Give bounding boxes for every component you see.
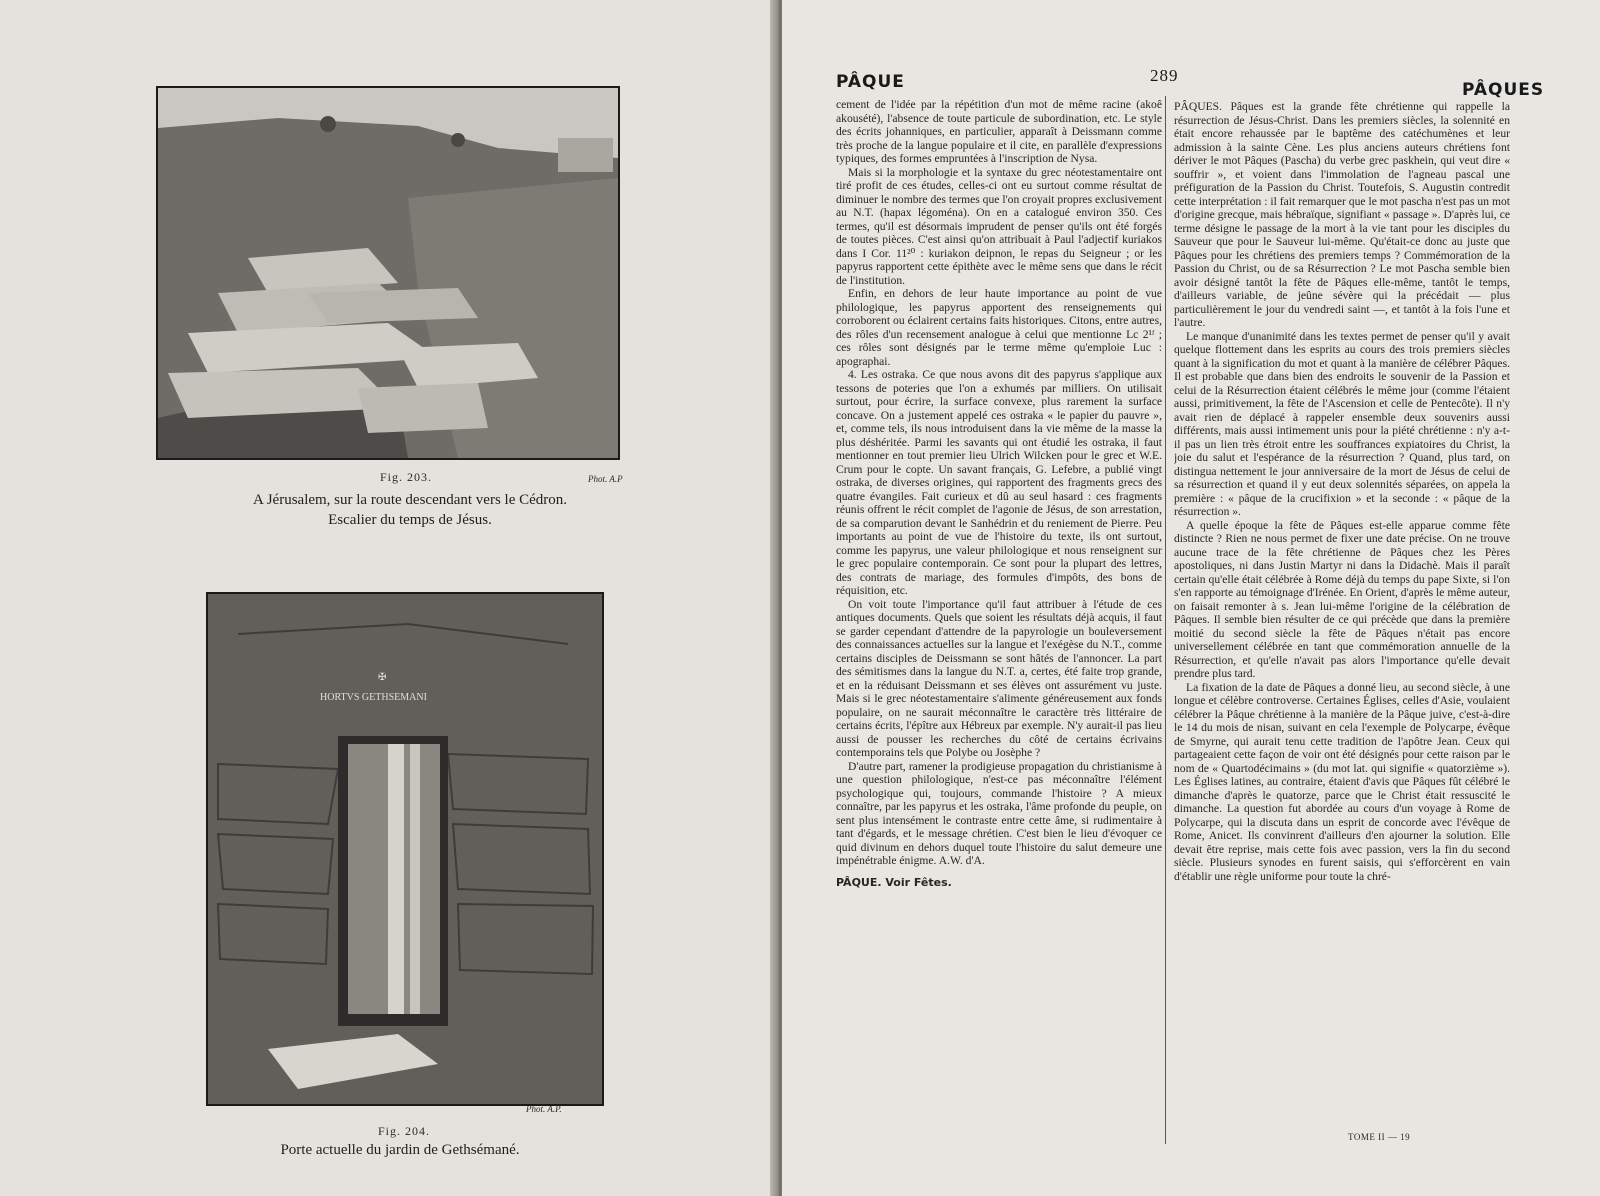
fig204-caption: Porte actuelle du jardin de Gethsémané.: [280, 1142, 520, 1158]
fig204-label: Fig. 204.: [378, 1124, 431, 1138]
right-page: [782, 0, 1600, 1196]
left-page: [0, 0, 778, 1196]
text-column-1: [836, 98, 1162, 1138]
staircase-image: [158, 88, 618, 458]
svg-text:✠: ✠: [378, 672, 387, 683]
col1-see-also: PÂQUE. Voir Fêtes.: [836, 875, 952, 889]
col2-paragraph: Le manque d'unanimité dans les textes permet de penser qu'il y avait quelque flottement dans les esprits au cours des trois premiers siècles quant à la signification du mot et quant à la manière de célébrer Pâques. Il est probable que dans bien des endroits le souvenir de la Passion et celui de la Résurrection étaient célébrés le même jour (comme l'étaient aussi, primitivement, la fête de l'Ascension et celle de Pentecôte). Il n'y avait rien de déplacé à rappeler ensemble deux souvenirs aussi différents, mais aussi intimement unis pour la piété chrétienne : n'y a-t-il pas un lien très étroit entre les souffrances expiatoires du Christ, la joie du salut et l'espérance de la résurrection ? Quand, plus tard, on distingua nettement le jour anniversaire de la mort de Jésus de celui de sa résurrection et quand il y eut deux solennités séparées, on appela la première : « pâque de la crucifixion » et la seconde : « pâque de la résurrection ».: [1174, 329, 1510, 518]
fig204-credit: Phot. A.P.: [526, 1104, 562, 1114]
text-column-2: [1174, 100, 1510, 1130]
photo-gethsemane-door: [206, 592, 604, 1106]
col2-paragraph: A quelle époque la fête de Pâques est-elle apparue comme fête distincte ? Rien ne nous permet de fixer une date précise. On ne trouve aucune trace de la fête chrétienne de Pâques chez les Pères apostoliques, ni dans Justin Martyr ni dans la Didachè. Mais il paraît certain qu'elle était célébrée à Rome déjà du temps du pape Sixte, si l'on s'en rapporte au témoignage d'Irénée. En Orient, d'après le même auteur, on faisait remonter à s. Jean lui-même l'origine de la célébration de Pâques. Il semble bien résulter de ce qui précède que dans la première moitié du second siècle la fête de Pâques n'était pas encore universellement célébrée en tant que commémoration annuelle de la Résurrection, et qu'elle n'avait pas alors l'importance qu'elle devait prendre plus tard.: [1174, 518, 1510, 680]
col1-paragraph: 4. Les ostraka. Ce que nous avons dit des papyrus s'applique aux tessons de poteries que l'on a exhumés par milliers. On utilisait surtout, pour écrire, la surface convexe, plus rarement la surface concave. On a justement appelé ces ostraka « le papier du pauvre », et, comme tels, ils nous introduisent dans la vie même de la masse la plus déshéritée. Parmi les savants qui ont étudié les ostraka, il faut mentionner en tout premier lieu Ulrich Wilcken pour le grec et W.E. Crum pour le copte. Un savant français, G. Lefebre, a publié vingt ostraka, de diverses origines, qui rapportent des fragments grecs des quatre évangiles. Fait curieux et dû au seul hasard : ces fragments réunis offrent le récit complet de l'agonie de Jésus, de son arrestation, de sa comparution devant le Sanhédrin et du reniement de Pierre. Peu importants au point de vue de l'histoire du texte, ils ont surtout, comme les papyrus, une valeur philologique et nous renseignent sur le grec populaire contemporain. Ce sont pour la plupart des lettres, des contrats de mariage, des formules d'impôts, des bons de réquisition, etc.: [836, 368, 1162, 597]
col1-paragraph: D'autre part, ramener la prodigieuse propagation du christianisme à une question philologique, n'est-ce pas méconnaître l'élément psychologique qui, toujours, commande l'histoire ? A mieux connaître, par les papyrus et les ostraka, l'âme profonde du peuple, on sent plus intensément le contraste entre cette âme, si rudimentaire à tant d'égards, et le message chrétien. C'est bien le lieu d'évoquer ce quid divinum en dehors duquel toute l'histoire du salut demeure une impénétrable énigme. A.W. d'A.: [836, 759, 1162, 867]
page-number: 289: [1150, 66, 1179, 85]
fig203-caption-line1: A Jérusalem, sur la route descendant vers le Cédron.: [252, 492, 568, 508]
col1-paragraph: On voit toute l'importance qu'il faut attribuer à l'étude de ces antiques documents. Quels que soient les résultats déjà acquis, il faut se garder cependant d'attendre de la papyrologie un bouleversement des connaissances actuelles sur la langue et l'exégèse du N.T., comme certains disciples de Deissmann se sont hâtés de l'annoncer. La part des sémitismes dans la langue du N.T. a, certes, été faite trop grande, et en la réduisant Deissmann et ses élèves ont assurément vu juste. Mais si le grec néotestamentaire s'alimente généreusement aux fonds populaire, on ne saurait méconnaître le caractère très littéraire de certains écrits, l'épître aux Hébreux par exemple. N'y aurait-il pas lieu aussi de pousser les recherches du côté de certains écrivains contemporains tels que Polybe ou Josèphe ?: [836, 597, 1162, 759]
col1-paragraph: cement de l'idée par la répétition d'un mot de même racine (akoê akousété), l'absence de toute particule de subordination, etc. Le style des écrits johanniques, en particulier, apparaît à Deissmann comme très proche de la langue populaire et il cite, en parallèle d'expressions typiques, des formes empruntées à l'inscription de Nysa.: [836, 98, 1162, 165]
running-head-right: PÂQUES: [1462, 80, 1545, 100]
col2-paragraph: PÂQUES. Pâques est la grande fête chrétienne qui rappelle la résurrection de Jésus-Christ. Dans les premiers siècles, la solennité en était encore rehaussée par le baptême des catéchumènes et leur admission à la sainte Cène. Les plus anciens auteurs chrétiens font dériver le mot Pâques (Pascha) du verbe grec paskhein, qui veut dire « souffrir », et voient dans l'immolation de l'agneau pascal une préfiguration de la Passion du Christ. Toutefois, S. Augustin contredit cette interprétation : il fait remarquer que le mot pascha n'est pas un mot d'origine grecque, mais hébraïque, signifiant « passage ». D'après lui, ce terme désigne le passage de la mort à la vie tant pour les disciples du Sauveur que pour le Sauveur lui-même. Qu'était-ce donc au juste que Pâques pour les chrétiens des premiers temps ? Commémoration de la Passion du Christ, ou de sa Résurrection ? Le mot Pascha semble bien avoir désigné tantôt la fête de Pâques elle-même, tantôt le temps, d'ailleurs variable, de jeûne sévère qui la précédait — plus particulièrement le jour du vendredi saint —, et tantôt à la fois l'une et l'autre.: [1174, 100, 1510, 329]
page-footer: TOME II — 19: [1348, 1132, 1411, 1142]
door-image: [208, 594, 602, 1104]
running-head-left: PÂQUE: [836, 72, 905, 92]
column-rule: [1165, 96, 1166, 1144]
fig203-label: Fig. 203.: [380, 470, 433, 484]
door-inscription: HORTVS GETHSEMANI: [320, 692, 427, 703]
fig203-caption-line2: Escalier du temps de Jésus.: [328, 512, 492, 528]
col1-paragraph: Mais si la morphologie et la syntaxe du grec néotestamentaire ont tiré profit de ces études, celles-ci ont eu surtout comme résultat de diminuer le nombre des termes que l'on croyait propres exclusivement au N.T. (hapax légoména). On en a catalogué environ 350. Ces termes, qu'il est désormais imprudent de penser qu'ils ont été forgés de toutes pièces. C'est ainsi qu'on attribuait à Paul l'adjectif kuriakos dans I Cor. 11²⁰ : kuriakon deipnon, le repas du Seigneur ; or les papyrus rapportent cette épithète avec le même sens que dans le récit de l'institution.: [836, 165, 1162, 287]
col1-paragraph: Enfin, en dehors de leur haute importance au point de vue philologique, les papyrus apportent des renseignements qui corroborent ou éclairent certains faits historiques. Citons, entre autres, des rôles d'un recensement analogue à celui que mentionne Lc 2¹ᶠ ; ces rôles sont désignés par le terme même qu'emploie Luc : apographai.: [836, 287, 1162, 368]
fig203-credit: Phot. A.P: [588, 474, 623, 484]
photo-stone-staircase: [156, 86, 620, 460]
col2-paragraph: La fixation de la date de Pâques a donné lieu, au second siècle, à une longue et célèbre controverse. Certaines Églises, celles d'Asie, voulaient célébrer la Pâque chrétienne à la manière de la Pâque juive, c'est-à-dire le 14 du mois de nisan, suivant en cela l'exemple de Polycarpe, évêque de Smyrne, qui aurait tenu cette tradition de l'apôtre Jean. Ceux qui partageaient cette façon de voir ont été désignés pour cette raison par le nom de « Quartodécimains » (du mot lat. qui signifie « quatorzième »). Les Églises latines, au contraire, étaient d'avis que Pâques fût célébré le dimanche d'après le quatorze, parce que le Christ était ressuscité le dimanche. La question fut abordée au cours d'un voyage à Rome de Polycarpe, qui la discuta dans un esprit de concorde avec l'évêque de Rome, Anicet. Ils convinrent d'ailleurs d'en ajourner la solution. Elle devait être reprise, mais cette fois avec passion, vers la fin du second siècle. Plusieurs synodes en furent saisis, qui s'efforcèrent en vain d'établir une règle uniforme pour toute la chré-: [1174, 680, 1510, 883]
